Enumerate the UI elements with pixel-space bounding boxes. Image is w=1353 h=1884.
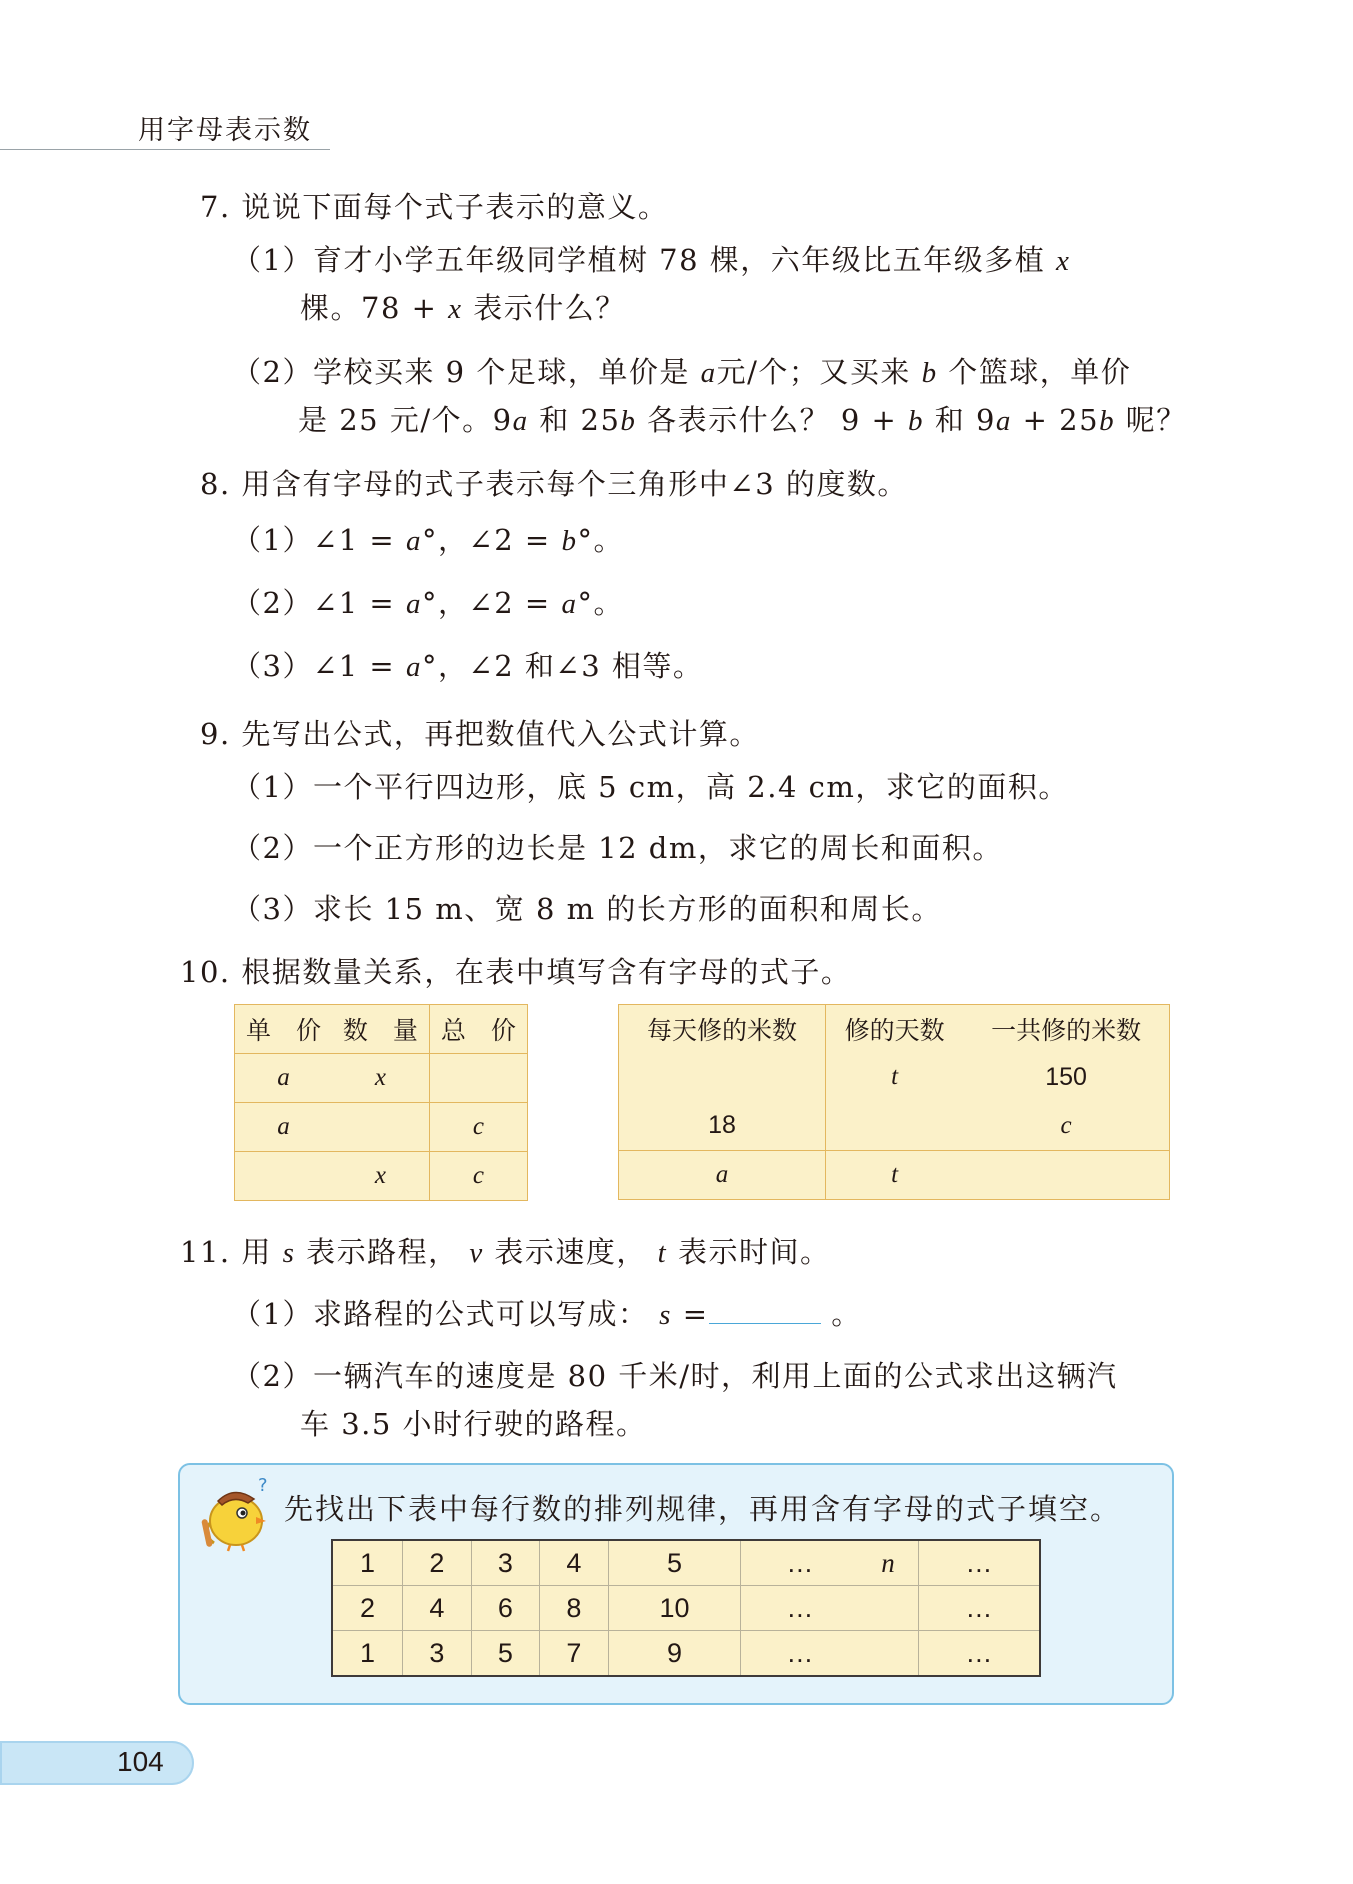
road-repair-table — [618, 1004, 1170, 1200]
page-number: 104 — [117, 1746, 164, 1777]
question-text: 用含有字母的式子表示每个三角形中∠3 的度数。 — [241, 467, 908, 501]
question-text: 先写出公式，再把数值代入公式计算。 — [241, 717, 760, 751]
table-header: 总 价 — [429, 1005, 527, 1054]
table-header: 一共修的米数 — [991, 1016, 1142, 1046]
question-8 — [200, 462, 908, 503]
tip-text: 先找出下表中每行数的排列规律，再用含有字母的式子填空。 — [284, 1492, 1122, 1526]
question-text: 根据数量关系，在表中填写含有字母的式子。 — [241, 955, 852, 989]
q9-sub2: （2）一个正方形的边长是 12 dm，求它的周长和面积。 — [232, 831, 1003, 865]
table-header: 数 量 — [332, 1005, 429, 1054]
table-header: 单 价 — [235, 1005, 332, 1054]
table-row: a c — [235, 1103, 528, 1152]
section-title: 用字母表示数 — [138, 115, 312, 146]
q8-sub2: （2）∠1 = a°，∠2 = a°。 — [232, 586, 624, 620]
question-number: 9. — [200, 717, 231, 751]
q7-sub2-line1: （2）学校买来 9 个足球，单价是 a元/个；又买来 b 个篮球，单价 — [232, 355, 1132, 389]
price-quantity-table — [234, 1004, 528, 1201]
table-row: a t — [619, 1150, 1170, 1199]
table-row: t 150 — [619, 1053, 1170, 1101]
table-row: 2 4 6 8 10 … … — [332, 1586, 1040, 1631]
question-number: 8. — [200, 467, 231, 501]
q8-sub1: （1）∠1 = a°，∠2 = b°。 — [232, 523, 624, 557]
number-pattern-table — [331, 1539, 1041, 1677]
table-row: a x — [235, 1054, 528, 1103]
page-number-tab — [0, 1741, 194, 1785]
question-number: 10. — [180, 955, 231, 989]
q11-sub2-line2: 车 3.5 小时行驶的路程。 — [300, 1407, 647, 1441]
chick-mascot-icon — [196, 1473, 280, 1553]
q11-sub1: （1）求路程的公式可以写成： s = 。 — [232, 1297, 862, 1331]
svg-text:?: ? — [258, 1475, 268, 1496]
answer-blank[interactable] — [709, 1297, 821, 1324]
question-number: 11. — [180, 1235, 231, 1269]
table-header: 每天修的米数 — [619, 1005, 826, 1054]
q11-sub2-line1: （2）一辆汽车的速度是 80 千米/时，利用上面的公式求出这辆汽 — [232, 1359, 1118, 1393]
table-row: 1 3 5 7 9 … … — [332, 1631, 1040, 1677]
table-row: x c — [235, 1152, 528, 1201]
question-7 — [200, 185, 668, 226]
question-text: 说说下面每个式子表示的意义。 — [241, 190, 669, 224]
q7-sub1-line1: （1）育才小学五年级同学植树 78 棵，六年级比五年级多植 x — [232, 243, 1071, 277]
question-9 — [200, 712, 760, 753]
table-header: 修的天数 — [844, 1016, 945, 1046]
q9-sub1: （1）一个平行四边形，底 5 cm，高 2.4 cm，求它的面积。 — [232, 770, 1069, 804]
table-row: 18 c — [619, 1101, 1170, 1150]
q7-sub1-line2: 棵。78 + x 表示什么？ — [300, 291, 626, 325]
q9-sub3: （3）求长 15 m、宽 8 m 的长方形的面积和周长。 — [232, 892, 942, 926]
question-number: 7. — [200, 190, 231, 224]
q7-sub2-line2: 是 25 元/个。9a 和 25b 各表示什么？ 9 + b 和 9a + 25b 呢？ — [298, 403, 1187, 437]
q8-sub3: （3）∠1 = a°，∠2 和∠3 相等。 — [232, 649, 704, 683]
question-10 — [180, 950, 851, 991]
question-11: 11. 用 s 表示路程， v 表示速度， t 表示时间。 — [180, 1235, 831, 1269]
table-row: 1 2 3 4 5 … n … — [332, 1540, 1040, 1586]
